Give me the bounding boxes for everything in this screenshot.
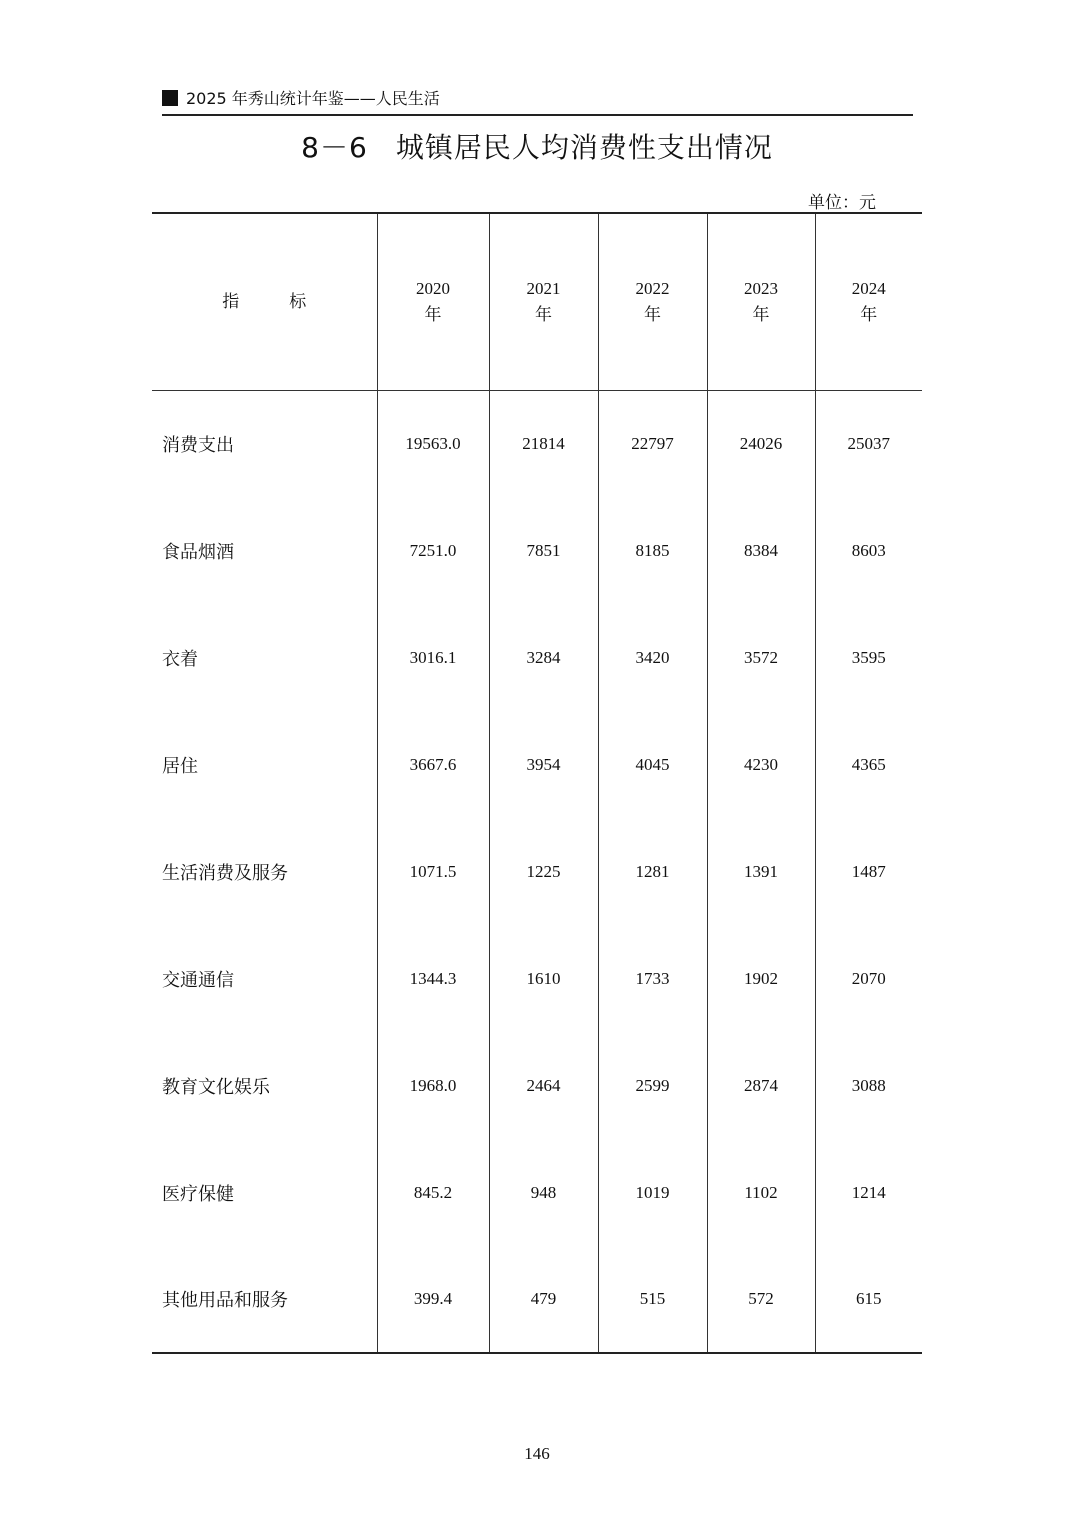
table-cell: 8603: [815, 497, 922, 604]
row-label: 交通通信: [162, 969, 234, 991]
table-cell: 1487: [815, 818, 922, 925]
table-cell: 3667.6: [377, 711, 489, 818]
table-row: [152, 1246, 922, 1353]
table-row: [152, 497, 922, 604]
table-cell: 1225: [489, 818, 598, 925]
table-cell: 1391: [707, 818, 815, 925]
table-row: [152, 1032, 922, 1139]
row-label: 食品烟酒: [162, 541, 234, 563]
unit-label: 单位：元: [808, 193, 876, 213]
row-label: 消费支出: [162, 434, 234, 456]
table-cell: 479: [489, 1246, 598, 1353]
header-square-icon: [162, 90, 178, 106]
table-cell: 948: [489, 1139, 598, 1246]
table-cell: 8185: [598, 497, 707, 604]
indicator-column-header: 指 标: [152, 213, 377, 390]
table-cell: 2464: [489, 1032, 598, 1139]
table-cell: 2874: [707, 1032, 815, 1139]
table-cell: 24026: [707, 390, 815, 497]
table-cell: 3088: [815, 1032, 922, 1139]
table-row: [152, 390, 922, 497]
table-cell: 7251.0: [377, 497, 489, 604]
table-row: [152, 925, 922, 1032]
table-cell: 399.4: [377, 1246, 489, 1353]
table-cell: 2070: [815, 925, 922, 1032]
table-cell: 3016.1: [377, 604, 489, 711]
table-cell: 1344.3: [377, 925, 489, 1032]
table-cell: 515: [598, 1246, 707, 1353]
table-cell: 3284: [489, 604, 598, 711]
year-header-2023: 2023 年: [707, 213, 815, 390]
row-label: 其他用品和服务: [152, 1246, 377, 1353]
row-label: 生活消费及服务: [162, 862, 288, 884]
table-cell: 1902: [707, 925, 815, 1032]
table-cell: 19563.0: [377, 390, 489, 497]
table-row: [152, 604, 922, 711]
year-header-2020: 2020 年: [377, 213, 489, 390]
table-cell: 845.2: [377, 1139, 489, 1246]
table-cell: 4365: [815, 711, 922, 818]
table-row: [152, 818, 922, 925]
table-cell: 8384: [707, 497, 815, 604]
consumption-table: [152, 212, 922, 1354]
table-cell: 1733: [598, 925, 707, 1032]
table-cell: 1071.5: [377, 818, 489, 925]
table-cell: 2599: [598, 1032, 707, 1139]
table-cell: 1968.0: [377, 1032, 489, 1139]
table-cell: 3420: [598, 604, 707, 711]
page-title: [0, 128, 1074, 168]
year-header-2022: 2022 年: [598, 213, 707, 390]
table-cell: 615: [815, 1246, 922, 1353]
table-cell: 7851: [489, 497, 598, 604]
table-cell: 21814: [489, 390, 598, 497]
header-text: 2025 年秀山统计年鉴——人民生活: [186, 89, 440, 108]
table-number: 8－6: [301, 131, 368, 164]
table-cell: 1610: [489, 925, 598, 1032]
row-label: 衣着: [162, 648, 198, 670]
table-header-row: [152, 213, 922, 390]
table-cell: 22797: [598, 390, 707, 497]
row-label: 居住: [162, 755, 198, 777]
table-cell: 1102: [707, 1139, 815, 1246]
running-header: [162, 88, 913, 116]
table-cell: 1281: [598, 818, 707, 925]
table-cell: 3954: [489, 711, 598, 818]
table-cell: 25037: [815, 390, 922, 497]
table-title: 城镇居民人均消费性支出情况: [395, 131, 773, 164]
table-row: [152, 1139, 922, 1246]
table-row: [152, 711, 922, 818]
table-cell: 572: [707, 1246, 815, 1353]
page-number: 146: [524, 1444, 550, 1463]
row-label: 教育文化娱乐: [162, 1076, 270, 1098]
table-cell: 1019: [598, 1139, 707, 1246]
table-cell: 1214: [815, 1139, 922, 1246]
year-header-2024: 2024 年: [815, 213, 922, 390]
table-cell: 4045: [598, 711, 707, 818]
table-cell: 4230: [707, 711, 815, 818]
year-header-2021: 2021 年: [489, 213, 598, 390]
table-cell: 3595: [815, 604, 922, 711]
table-cell: 3572: [707, 604, 815, 711]
row-label: 医疗保健: [162, 1183, 234, 1205]
